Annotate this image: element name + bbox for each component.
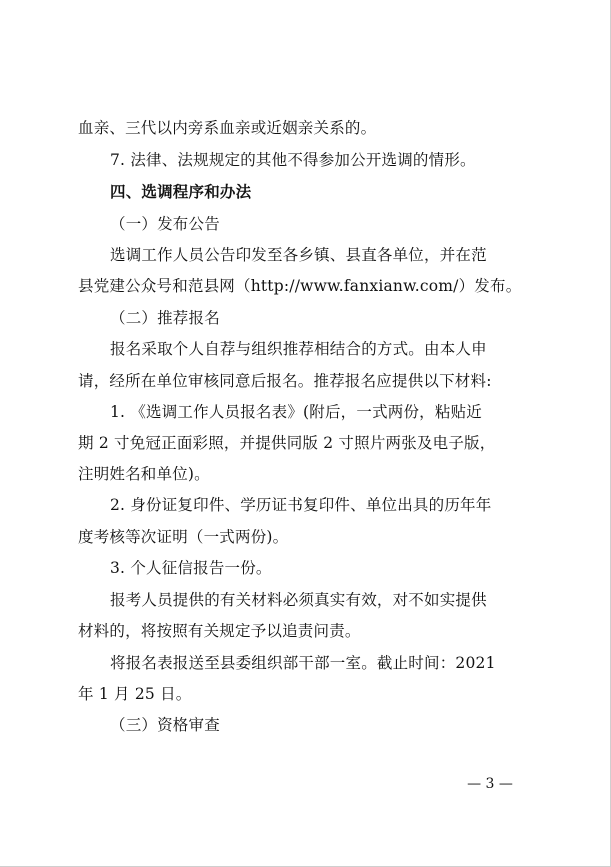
text-line: 将报名表报送至县委组织部干部一室。截止时间：2021 [110, 654, 496, 672]
text-line: 血亲、三代以内旁系血亲或近姻亲关系的。 [78, 119, 377, 137]
text-line: 期 2 寸免冠正面彩照，并提供同版 2 寸照片两张及电子版， [78, 434, 496, 452]
subsection-heading: （三）资格审查 [110, 716, 220, 734]
text-line: 选调工作人员公告印发至各乡镇、县直各单位，并在范 [110, 246, 487, 264]
text-line: 县党建公众号和范县网（http://www.fanxianw.com/）发布。 [78, 277, 522, 295]
list-item: 1. 《选调工作人员报名表》(附后，一式两份，粘贴近 [110, 403, 482, 421]
text-line: 报名采取个人自荐与组织推荐相结合的方式。由本人申 [110, 340, 487, 358]
text-line: 度考核等次证明（一式两份)。 [78, 528, 289, 546]
subsection-heading: （二）推荐报名 [110, 309, 220, 327]
page-number: — 3 — [467, 776, 513, 792]
text-line: 材料的，将按照有关规定予以追责问责。 [78, 622, 361, 640]
text-line: 报考人员提供的有关材料必须真实有效，对不如实提供 [110, 591, 487, 609]
subsection-heading: （一）发布公告 [110, 215, 220, 233]
text-line: 注明姓名和单位)。 [78, 465, 210, 483]
list-item: 3. 个人征信报告一份。 [110, 559, 272, 577]
text-line: 年 1 月 25 日。 [78, 685, 192, 703]
text-line: 7. 法律、法规规定的其他不得参加公开选调的情形。 [110, 151, 476, 169]
section-heading: 四、选调程序和办法 [110, 183, 252, 201]
text-line: 请，经所在单位审核同意后报名。推荐报名应提供以下材料: [78, 372, 492, 390]
list-item: 2. 身份证复印件、学历证书复印件、单位出具的历年年 [110, 496, 492, 514]
